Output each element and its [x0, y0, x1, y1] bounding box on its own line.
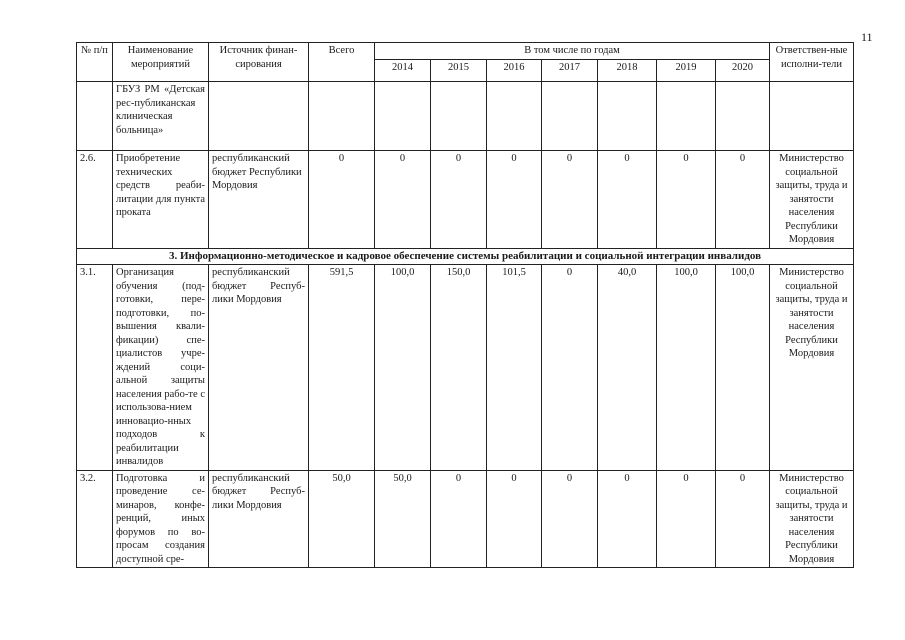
row-num: 3.1.	[77, 265, 113, 471]
row-source: республиканский бюджет Респуб-лики Мордовия	[209, 265, 309, 471]
row-year-value	[431, 82, 487, 151]
header-year: 2016	[487, 59, 542, 82]
row-total	[309, 82, 375, 151]
row-num: 2.6.	[77, 151, 113, 249]
row-year-value: 0	[657, 470, 716, 568]
row-year-value: 0	[542, 265, 598, 471]
section-title: 3. Информационно-методическое и кадровое обеспечение системы реабилитации и социальной интеграции инвалидов	[77, 248, 854, 265]
header-source: Источник финан-сирования	[209, 43, 309, 82]
header-years-group: В том числе по годам	[375, 43, 770, 60]
row-year-value	[542, 82, 598, 151]
header-row-1	[77, 43, 854, 60]
row-year-value: 0	[431, 151, 487, 249]
row-source: республиканский бюджет Республики Мордовия	[209, 151, 309, 249]
row-year-value: 0	[542, 470, 598, 568]
row-year-value	[487, 82, 542, 151]
table-row	[77, 265, 854, 471]
header-responsible: Ответствен-ные исполни-тели	[770, 43, 854, 82]
page-number: 11	[861, 30, 873, 44]
budget-table	[76, 42, 854, 568]
table-row	[77, 82, 854, 151]
row-responsible	[770, 82, 854, 151]
table-row	[77, 151, 854, 249]
row-name: Подготовка и проведение се-минаров, конфе-ренций, иных форумов по во-просам создания доступной сре-	[113, 470, 209, 568]
row-year-value	[716, 82, 770, 151]
row-total: 591,5	[309, 265, 375, 471]
row-year-value: 100,0	[657, 265, 716, 471]
row-year-value: 0	[716, 470, 770, 568]
row-responsible: Министерство социальной защиты, труда и занятости населения Республики Мордовия	[770, 470, 854, 568]
row-year-value	[375, 82, 431, 151]
header-year: 2020	[716, 59, 770, 82]
row-responsible: Министерство социальной защиты, труда и занятости населения Республики Мордовия	[770, 265, 854, 471]
row-year-value: 0	[598, 470, 657, 568]
header-num: № п/п	[77, 43, 113, 82]
row-year-value: 0	[375, 151, 431, 249]
row-year-value: 50,0	[375, 470, 431, 568]
row-num: 3.2.	[77, 470, 113, 568]
header-total: Всего	[309, 43, 375, 82]
row-year-value: 0	[487, 470, 542, 568]
row-total: 50,0	[309, 470, 375, 568]
header-name: Наименование мероприятий	[113, 43, 209, 82]
row-total: 0	[309, 151, 375, 249]
row-year-value: 40,0	[598, 265, 657, 471]
row-name: Приобретение технических средств реаби-литации для пункта проката	[113, 151, 209, 249]
row-year-value: 0	[657, 151, 716, 249]
row-name: ГБУЗ РМ «Детская рес-публиканская клиническая больница»	[113, 82, 209, 151]
row-year-value: 0	[598, 151, 657, 249]
row-responsible: Министерство социальной защиты, труда и занятости населения Республики Мордовия	[770, 151, 854, 249]
row-year-value	[598, 82, 657, 151]
header-year: 2014	[375, 59, 431, 82]
row-source: республиканский бюджет Респуб-лики Мордовия	[209, 470, 309, 568]
header-year: 2017	[542, 59, 598, 82]
row-source	[209, 82, 309, 151]
row-year-value: 0	[487, 151, 542, 249]
header-year: 2015	[431, 59, 487, 82]
header-year: 2018	[598, 59, 657, 82]
row-year-value: 100,0	[375, 265, 431, 471]
table-row	[77, 470, 854, 568]
row-year-value: 0	[431, 470, 487, 568]
row-name: Организация обучения (под-готовки, пере-подготовки, по-вышения квали-фикации) спе-циалистов учре-ждений соци-альной защиты населения рабо-те с использова-нием инновацио-нных подходов к реабилитации инвалидов	[113, 265, 209, 471]
row-year-value: 150,0	[431, 265, 487, 471]
section-heading-row	[77, 248, 854, 265]
row-year-value	[657, 82, 716, 151]
row-year-value: 100,0	[716, 265, 770, 471]
row-year-value: 0	[716, 151, 770, 249]
header-year: 2019	[657, 59, 716, 82]
row-num	[77, 82, 113, 151]
row-year-value: 0	[542, 151, 598, 249]
row-year-value: 101,5	[487, 265, 542, 471]
